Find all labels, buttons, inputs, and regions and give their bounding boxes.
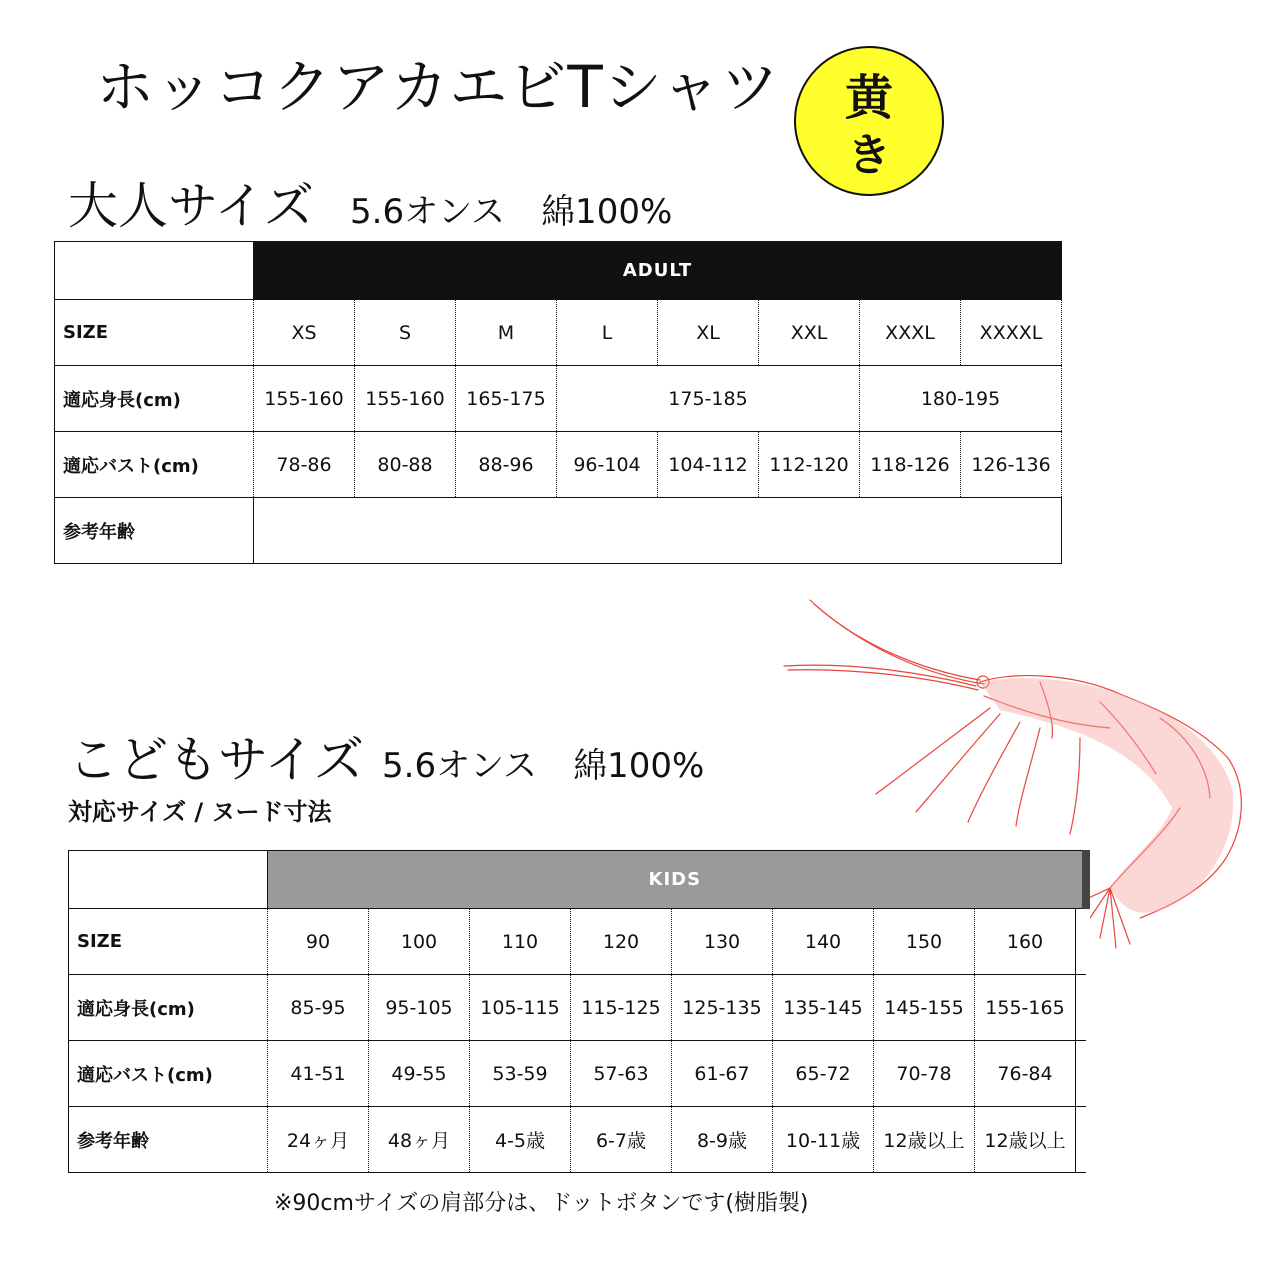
bust-cell: 57-63 (571, 1041, 672, 1107)
kids-size-table (68, 850, 1090, 1173)
height-cell: 135-145 (773, 975, 874, 1041)
bust-cell: 78-86 (254, 432, 355, 498)
table-corner (55, 242, 254, 300)
adult-material: 綿100% (541, 192, 673, 232)
size-label: SIZE (55, 300, 254, 366)
bust-cell: 65-72 (773, 1041, 874, 1107)
table-row (55, 300, 1062, 366)
height-cell: 115-125 (571, 975, 672, 1041)
bust-cell: 49-55 (369, 1041, 470, 1107)
bust-cell: 96-104 (557, 432, 658, 498)
table-edge (1076, 1041, 1086, 1107)
adult-header: ADULT (254, 242, 1062, 300)
kids-heading (68, 720, 704, 792)
bust-cell: 118-126 (860, 432, 961, 498)
bust-cell: 80-88 (355, 432, 456, 498)
kids-header: KIDS (268, 851, 1086, 909)
yellow-kanji-icon (796, 48, 942, 194)
height-cell: 125-135 (672, 975, 773, 1041)
age-cell: 10-11歳 (773, 1107, 874, 1173)
age-cell: 4-5歳 (470, 1107, 571, 1173)
table-row (55, 498, 1062, 564)
bust-cell: 70-78 (874, 1041, 975, 1107)
age-cell: 8-9歳 (672, 1107, 773, 1173)
height-cell: 155-160 (355, 366, 456, 432)
page-title: ホッコクアカエビTシャツ (96, 53, 780, 121)
table-row (55, 432, 1062, 498)
bust-cell: 88-96 (456, 432, 557, 498)
age-cell: 12歳以上 (874, 1107, 975, 1173)
age-cell: 6-7歳 (571, 1107, 672, 1173)
height-cell: 155-160 (254, 366, 355, 432)
bust-cell: 41-51 (268, 1041, 369, 1107)
table-row (69, 1107, 1086, 1173)
height-cell: 85-95 (268, 975, 369, 1041)
table-edge (1076, 1107, 1086, 1173)
size-cell: 160 (975, 909, 1076, 975)
table-row (69, 975, 1086, 1041)
table-row (69, 1041, 1086, 1107)
height-cell: 105-115 (470, 975, 571, 1041)
bust-cell: 53-59 (470, 1041, 571, 1107)
bust-cell: 61-67 (672, 1041, 773, 1107)
size-cell: L (557, 300, 658, 366)
adult-heading (68, 166, 672, 238)
height-cell: 165-175 (456, 366, 557, 432)
adult-heading-title: 大人サイズ (68, 177, 314, 235)
height-cell: 155-165 (975, 975, 1076, 1041)
table-edge (1076, 909, 1086, 975)
bust-cell: 104-112 (658, 432, 759, 498)
height-label: 適応身長(cm) (69, 975, 268, 1041)
size-cell: 110 (470, 909, 571, 975)
size-cell: 100 (369, 909, 470, 975)
size-cell: XXXL (860, 300, 961, 366)
size-cell: 140 (773, 909, 874, 975)
size-label: SIZE (69, 909, 268, 975)
size-cell: XXL (759, 300, 860, 366)
age-cell-empty (254, 498, 1062, 564)
size-cell: XS (254, 300, 355, 366)
badge-char-1: 黄 (844, 70, 894, 126)
size-cell: 120 (571, 909, 672, 975)
bust-label: 適応バスト(cm) (69, 1041, 268, 1107)
height-label: 適応身長(cm) (55, 366, 254, 432)
footnote: ※90cmサイズの肩部分は、ドットボタンです(樹脂製) (274, 1191, 809, 1216)
table-corner (69, 851, 268, 909)
bust-cell: 126-136 (961, 432, 1062, 498)
size-cell: 130 (672, 909, 773, 975)
bust-cell: 76-84 (975, 1041, 1076, 1107)
height-cell: 145-155 (874, 975, 975, 1041)
kids-weight: 5.6オンス (382, 746, 538, 786)
height-cell: 95-105 (369, 975, 470, 1041)
adult-weight: 5.6オンス (350, 192, 506, 232)
height-cell: 180-195 (860, 366, 1062, 432)
kids-material: 綿100% (573, 746, 705, 786)
size-cell: XL (658, 300, 759, 366)
age-cell: 24ヶ月 (268, 1107, 369, 1173)
adult-size-table (54, 241, 1062, 564)
color-badge (794, 46, 944, 196)
size-cell: XXXXL (961, 300, 1062, 366)
size-cell: S (355, 300, 456, 366)
bust-label: 適応バスト(cm) (55, 432, 254, 498)
table-row (69, 909, 1086, 975)
kids-subtitle: 対応サイズ / ヌード寸法 (68, 798, 332, 826)
age-cell: 48ヶ月 (369, 1107, 470, 1173)
height-cell: 175-185 (557, 366, 860, 432)
size-cell: 90 (268, 909, 369, 975)
table-edge (1076, 975, 1086, 1041)
age-label: 参考年齢 (69, 1107, 268, 1173)
age-label: 参考年齢 (55, 498, 254, 564)
badge-char-2: き (847, 130, 891, 181)
table-row (55, 366, 1062, 432)
kids-heading-title: こどもサイズ (68, 731, 364, 789)
age-cell: 12歳以上 (975, 1107, 1076, 1173)
size-cell: M (456, 300, 557, 366)
size-cell: 150 (874, 909, 975, 975)
bust-cell: 112-120 (759, 432, 860, 498)
